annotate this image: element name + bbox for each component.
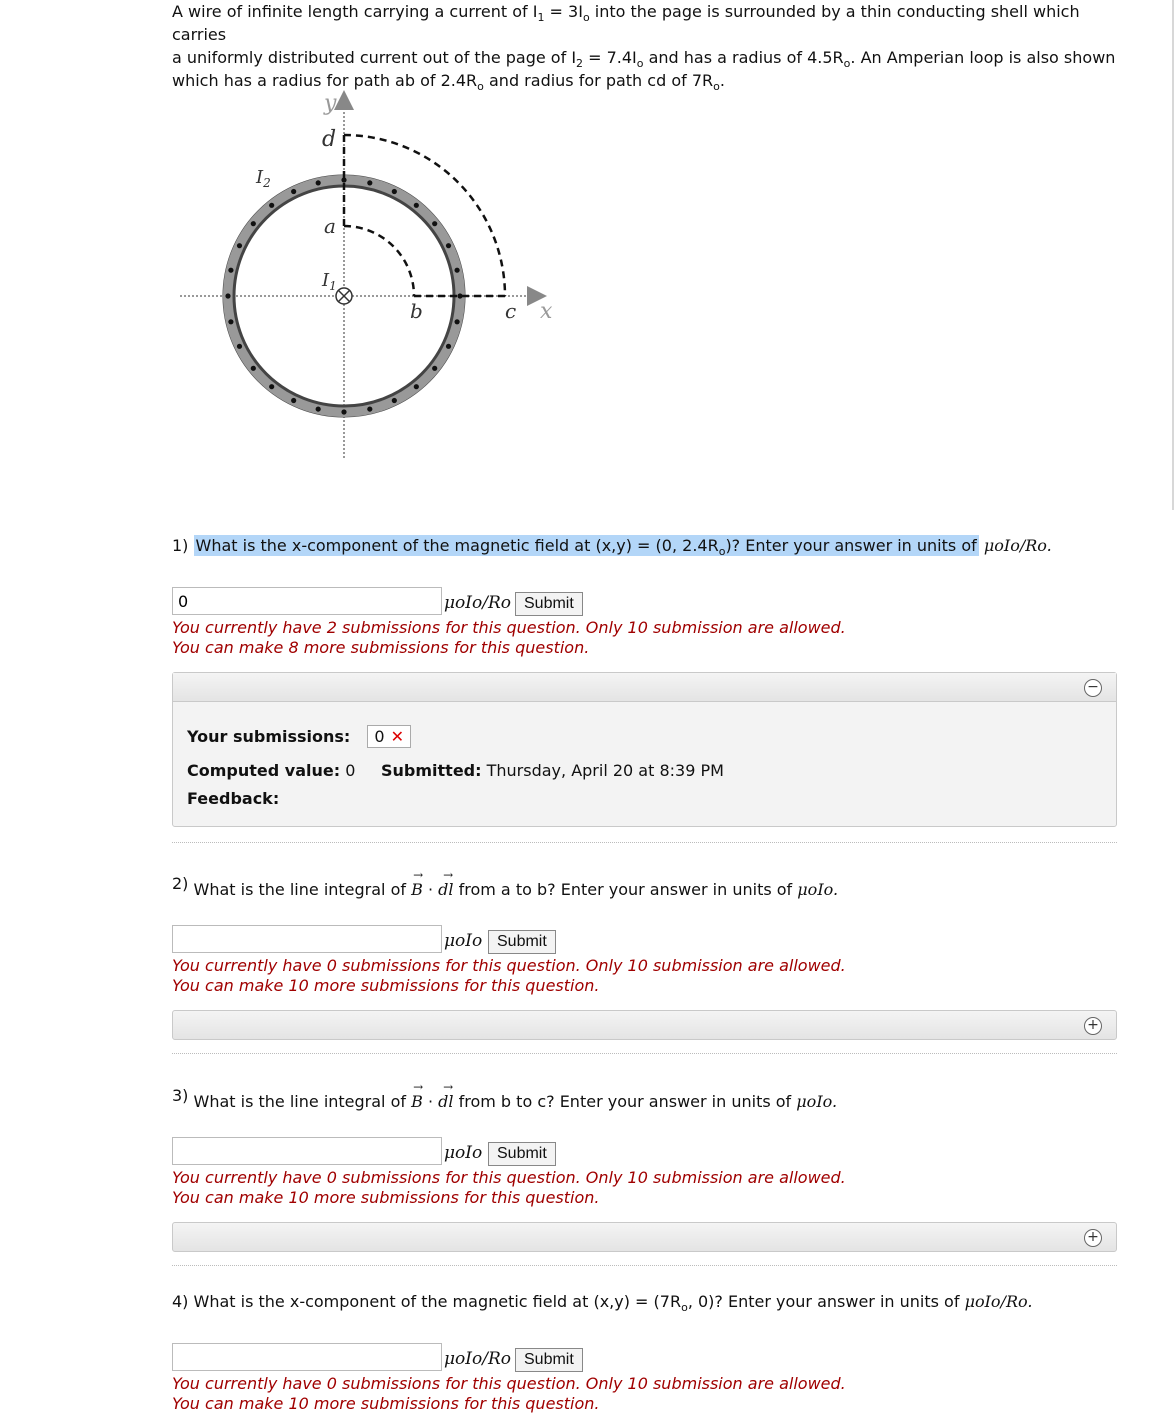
shell-current-dot <box>414 384 419 389</box>
question-text: from a to b? Enter your answer in units of <box>458 880 793 899</box>
answer-input-3[interactable] <box>172 1137 442 1165</box>
point-d-label: d <box>322 127 337 152</box>
expand-icon[interactable]: + <box>1084 1017 1102 1035</box>
shell-current-dot <box>341 409 346 414</box>
intro-line-2: a uniformly distributed current out of the page of $I_2 = 7.4I_o$ and has a radius of $4.5R_o$. An Amperian loop is also shown <box>172 48 1116 71</box>
your-submissions-row <box>187 725 411 748</box>
computed-value-row <box>187 761 355 780</box>
submit-button-2[interactable]: Submit <box>488 930 556 954</box>
dl-vector-symbol: dl → <box>438 1080 454 1111</box>
submit-button-3[interactable]: Submit <box>488 1142 556 1166</box>
question-unit: μoIo. <box>797 880 839 899</box>
submission-chip[interactable] <box>367 725 411 748</box>
divider <box>172 842 1117 843</box>
answer-input-4[interactable] <box>172 1343 442 1371</box>
submitted-timestamp: Thursday, April 20 at 8:39 PM <box>486 761 724 780</box>
shell-current-dot <box>237 243 242 248</box>
subscript: o <box>681 1301 688 1315</box>
question-3 <box>172 1080 1122 1111</box>
shell-current-dot <box>237 344 242 349</box>
question-unit: μoIo/Ro. <box>964 1292 1033 1311</box>
shell-current-dot <box>228 319 233 324</box>
submission-warning-4 <box>172 1374 846 1414</box>
feedback-label: Feedback: <box>187 789 280 808</box>
answer-unit-1: μoIo/Ro <box>444 593 511 613</box>
question-text: from b to c? Enter your answer in units of <box>458 1092 792 1111</box>
shell-current-dot <box>228 268 233 273</box>
question-unit: μoIo. <box>796 1092 838 1111</box>
divider <box>172 1053 1117 1054</box>
shell-current-dot <box>225 293 230 298</box>
submitted-row <box>381 761 724 780</box>
shell-current-dot <box>269 203 274 208</box>
intro-line-1: A wire of infinite length carrying a current of $I_1 = 3I_o$ into the page is surrounded by a thin conducting shell which carries <box>172 2 1080 44</box>
problem-statement <box>172 0 1132 92</box>
amperian-loop-figure <box>172 88 592 468</box>
y-axis-label: y <box>324 91 337 116</box>
question-text: What is the line integral of <box>193 1092 407 1111</box>
question-number: 2) <box>172 874 189 893</box>
point-c-label: c <box>505 299 517 323</box>
shell-current-dot <box>432 366 437 371</box>
dot-operator: · <box>427 880 434 899</box>
point-b-label: b <box>410 299 423 323</box>
i2-label: $I_2$ <box>256 167 271 190</box>
question-unit: μoIo/Ro. <box>983 536 1052 555</box>
submission-panel-1 <box>172 672 1117 827</box>
answer-unit-4: μoIo/Ro <box>444 1349 511 1369</box>
your-submissions-label: Your submissions: <box>187 727 351 746</box>
panel-header[interactable] <box>173 673 1116 702</box>
warning-line: You currently have 0 submissions for this question. Only 10 submission are allowed. <box>172 956 846 975</box>
warning-line: You currently have 2 submissions for this question. Only 10 submission are allowed. <box>172 618 846 637</box>
shell-current-dot <box>291 189 296 194</box>
b-vector-symbol: B → <box>411 1080 424 1111</box>
submitted-label: Submitted: <box>381 761 482 780</box>
shell-current-dot <box>414 203 419 208</box>
question-number: 4) <box>172 1292 189 1311</box>
submission-warning-3 <box>172 1168 846 1208</box>
warning-line: You can make 10 more submissions for this question. <box>172 976 600 995</box>
question-number: 3) <box>172 1086 189 1105</box>
warning-line: You currently have 0 submissions for this question. Only 10 submission are allowed. <box>172 1168 846 1187</box>
warning-line: You currently have 0 submissions for this question. Only 10 submission are allowed. <box>172 1374 846 1393</box>
warning-line: You can make 10 more submissions for this question. <box>172 1188 600 1207</box>
collapse-icon[interactable]: − <box>1084 679 1102 697</box>
question-text: , 0)? Enter your answer in units of <box>687 1292 960 1311</box>
warning-line: You can make 8 more submissions for this question. <box>172 638 590 657</box>
shell-current-dot <box>454 268 459 273</box>
shell-current-dot <box>454 319 459 324</box>
dl-vector-symbol: dl → <box>438 868 454 899</box>
question-text: What is the x-component of the magnetic field at (x,y) = (7R <box>193 1292 682 1311</box>
question-2 <box>172 868 1122 899</box>
shell-current-dot <box>392 189 397 194</box>
submission-value: 0 <box>374 727 385 746</box>
shell-current-dot <box>251 366 256 371</box>
submit-button-1[interactable]: Submit <box>515 592 583 616</box>
dot-operator: · <box>427 1092 434 1111</box>
feedback-row <box>187 789 279 808</box>
i1-label: $I_1$ <box>322 270 337 293</box>
shell-current-dot <box>316 406 321 411</box>
submission-warning-1 <box>172 618 846 658</box>
expand-icon[interactable]: + <box>1084 1229 1102 1247</box>
submission-panel-2[interactable] <box>172 1010 1117 1040</box>
shell-current-dot <box>446 243 451 248</box>
question-text: What is the line integral of <box>193 880 407 899</box>
answer-input-1[interactable] <box>172 587 442 615</box>
point-a-label: a <box>324 214 336 238</box>
submit-button-4[interactable]: Submit <box>515 1348 583 1372</box>
answer-unit-2: μoIo <box>444 931 483 951</box>
question-1-text-highlighted: What is the x-component of the magnetic field at (x,y) = (0, $2.4R_o$)? Enter your answer in units of <box>195 536 977 559</box>
shell-current-dot <box>251 221 256 226</box>
intro-line-3: which has a radius for path ab of $2.4R_o$ and radius for path cd of $7R_o$. <box>172 71 725 94</box>
divider <box>172 1265 1117 1266</box>
answer-input-2[interactable] <box>172 925 442 953</box>
shell-current-dot <box>367 406 372 411</box>
incorrect-icon: ✕ <box>390 727 405 746</box>
shell-current-dot <box>446 344 451 349</box>
amperian-inner-arc <box>344 226 414 296</box>
shell-current-dot <box>291 398 296 403</box>
b-vector-symbol: B → <box>411 868 424 899</box>
shell-current-dot <box>432 221 437 226</box>
question-4 <box>172 1292 1122 1314</box>
shell-current-dot <box>392 398 397 403</box>
computed-value: 0 <box>345 761 356 780</box>
shell-current-dot <box>457 293 462 298</box>
shell-current-dot <box>367 180 372 185</box>
shell-current-dot <box>341 177 346 182</box>
question-1 <box>172 536 1122 558</box>
answer-unit-3: μoIo <box>444 1143 483 1163</box>
submission-warning-2 <box>172 956 846 996</box>
shell-current-dot <box>269 384 274 389</box>
warning-line: You can make 10 more submissions for this question. <box>172 1394 600 1413</box>
question-number: 1) <box>172 536 189 555</box>
submission-panel-3[interactable] <box>172 1222 1117 1252</box>
shell-current-dot <box>316 180 321 185</box>
computed-label: Computed value: <box>187 761 341 780</box>
x-axis-label: x <box>540 299 553 324</box>
